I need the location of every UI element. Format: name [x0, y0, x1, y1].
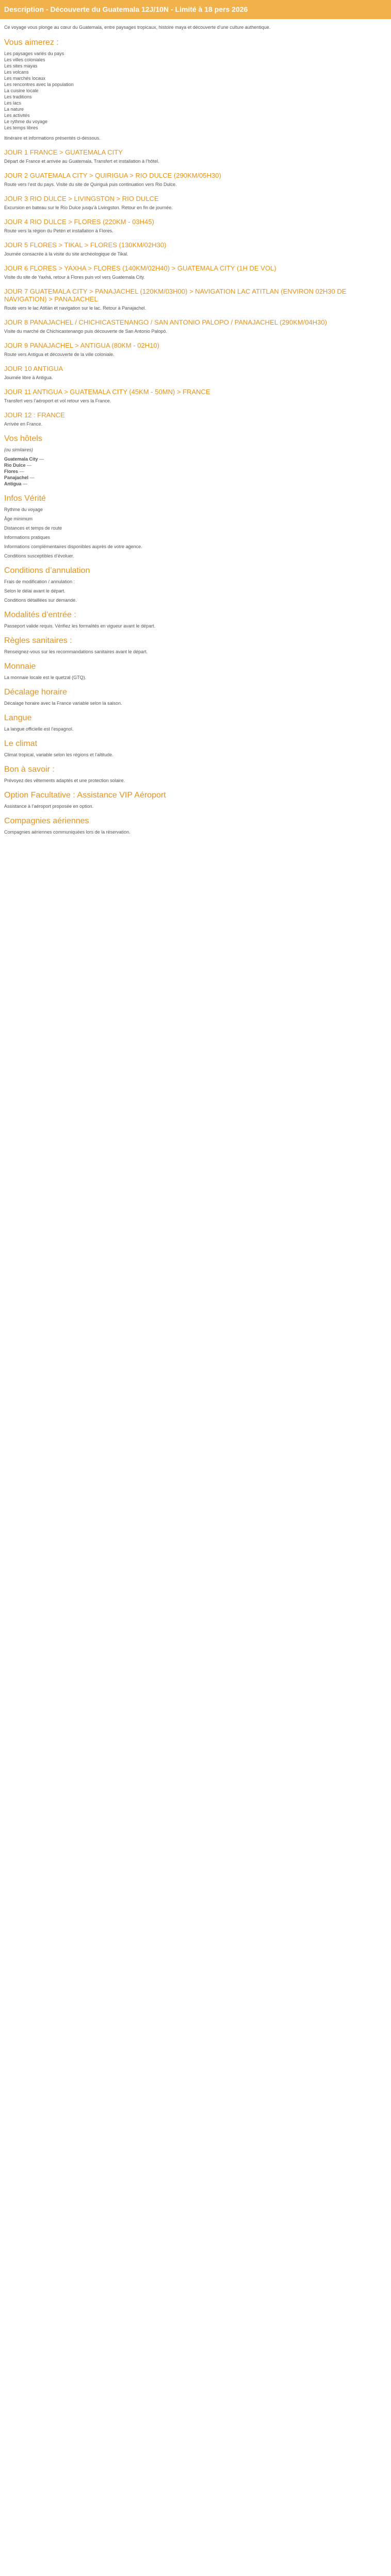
vous-aimerez-item: Les villes coloniales — [4, 57, 45, 62]
intro-text: Ce voyage vous plonge au cœur du Guatemala, entre paysages tropicaux, histoire maya et découverte d’une culture authentique. — [4, 25, 271, 30]
day-text: Route vers le lac Atitlán et navigation sur le lac. Retour à Panajachel. — [4, 306, 146, 311]
hotel-row — [4, 468, 387, 474]
langue-text: La langue officielle est l’espagnol. — [4, 726, 74, 732]
vous-aimerez-item: Les temps libres — [4, 125, 38, 130]
day-title: JOUR 3 RIO DULCE > LIVINGSTON > RIO DULCE — [4, 195, 159, 202]
conditions-line: Conditions détaillées sur demande. — [4, 598, 77, 603]
compagnies-text: Compagnies aériennes communiquées lors de la réservation. — [4, 829, 131, 835]
day-text: Route vers la région du Petén et installation à Flores. — [4, 228, 113, 233]
vous-aimerez-item: La cuisine locale — [4, 88, 39, 93]
modalites-heading: Modalités d’entrée : — [4, 611, 76, 619]
infos-line: Informations pratiques — [4, 535, 51, 540]
monnaie-text: La monnaie locale est le quetzal (GTQ). — [4, 675, 87, 680]
hotel-name: — — [39, 456, 44, 462]
hotel-city: Panajachel — [4, 475, 29, 480]
climat-text: Climat tropical, variable selon les régions et l’altitude. — [4, 752, 113, 757]
decalage-text: Décalage horaire avec la France variable selon la saison. — [4, 701, 122, 706]
vous-aimerez-footer: Itinéraire et informations présentés ci-dessous. — [4, 135, 101, 141]
monnaie-heading: Monnaie — [4, 662, 36, 671]
decalage-heading: Décalage horaire — [4, 688, 67, 697]
day-text: Excursion en bateau sur le Río Dulce jusqu’à Livingston. Retour en fin de journée. — [4, 205, 173, 210]
content — [0, 19, 391, 835]
hotel-city: Guatemala City — [4, 456, 38, 462]
day-text: Route vers Antigua et découverte de la ville coloniale. — [4, 352, 115, 357]
bon-a-savoir-text: Prévoyez des vêtements adaptés et une protection solaire. — [4, 778, 125, 783]
day-title: JOUR 9 PANAJACHEL > ANTIGUA (80KM - 02H10) — [4, 342, 159, 349]
day-text: Arrivée en France. — [4, 421, 43, 427]
hotel-row — [4, 474, 387, 481]
hotel-city: Rio Dulce — [4, 463, 26, 468]
conditions-line: Frais de modification / annulation : — [4, 579, 75, 584]
day-text: Transfert vers l’aéroport et vol retour vers la France. — [4, 398, 111, 403]
vous-aimerez-item: Les lacs — [4, 100, 22, 106]
conditions-line: Selon le délai avant le départ. — [4, 588, 66, 594]
vous-aimerez-item: Les rencontres avec la population — [4, 82, 74, 87]
hotel-row — [4, 462, 387, 468]
vous-aimerez-item: Les volcans — [4, 70, 29, 75]
vous-aimerez-item: La nature — [4, 107, 24, 112]
day-title: JOUR 7 GUATEMALA CITY > PANAJACHEL (120KM/03H00) > NAVIGATION LAC ATITLAN (ENVIRON 02H30 DE NAVIGATION) > PANAJACHEL — [4, 287, 347, 303]
vous-aimerez-list — [4, 50, 387, 131]
day-title: JOUR 5 FLORES > TIKAL > FLORES (130KM/02H30) — [4, 241, 167, 249]
day-text: Journée consacrée à la visite du site archéologique de Tikal. — [4, 251, 128, 257]
modalites-text: Passeport valide requis. Vérifiez les formalités en vigueur avant le départ. — [4, 623, 156, 629]
hotel-name: — — [23, 481, 28, 486]
reglements-heading: Règles sanitaires : — [4, 636, 72, 645]
day-text: Route vers l’est du pays. Visite du site de Quiriguá puis continuation vers Rio Dulce. — [4, 182, 177, 187]
climat-heading: Le climat — [4, 739, 38, 748]
vous-aimerez-item: Les sites mayas — [4, 63, 38, 69]
vous-aimerez-item: Les activités — [4, 113, 30, 118]
hotels-heading: Vos hôtels — [4, 434, 42, 443]
vous-aimerez-item: Les paysages variés du pays — [4, 51, 64, 56]
option-text: Assistance à l’aéroport proposée en option. — [4, 804, 94, 809]
hotel-row — [4, 481, 387, 487]
infos-heading: Infos Vérité — [4, 494, 46, 503]
bon-a-savoir-heading: Bon à savoir : — [4, 765, 55, 774]
option-heading: Option Facultative : Assistance VIP Aéroport — [4, 791, 166, 800]
hotels-subheading: (ou similaires) — [4, 447, 34, 452]
day-title: JOUR 4 RIO DULCE > FLORES (220KM - 03H45) — [4, 218, 154, 226]
day-text: Visite du marché de Chichicastenango puis découverte de San Antonio Palopó. — [4, 329, 168, 334]
page-title: Description - Découverte du Guatemala 12J/10N - Limité à 18 pers 2026 — [0, 0, 391, 19]
day-title: JOUR 12 : FRANCE — [4, 411, 65, 419]
day-text: Départ de France et arrivée au Guatemala. Transfert et installation à l’hôtel. — [4, 159, 159, 164]
infos-note: Conditions susceptibles d’évoluer. — [4, 553, 74, 558]
hotel-name: — — [29, 475, 35, 480]
hotel-city: Flores — [4, 469, 19, 474]
day-title: JOUR 1 FRANCE > GUATEMALA CITY — [4, 148, 123, 156]
day-title: JOUR 11 ANTIGUA > GUATEMALA CITY (45KM - 50MN) > FRANCE — [4, 388, 210, 396]
day-text: Visite du site de Yaxhá, retour à Flores puis vol vers Guatemala City. — [4, 275, 145, 280]
hotel-row — [4, 456, 387, 462]
day-title: JOUR 8 PANAJACHEL / CHICHICASTENANGO / SAN ANTONIO PALOPO / PANAJACHEL (290KM/04H30) — [4, 318, 327, 326]
langue-heading: Langue — [4, 714, 32, 722]
compagnies-heading: Compagnies aériennes — [4, 817, 89, 825]
hotel-city: Antigua — [4, 481, 22, 486]
vous-aimerez-heading: Vous aimerez : — [4, 38, 59, 47]
infos-line: Rythme du voyage — [4, 507, 43, 512]
infos-line: Distances et temps de route — [4, 526, 62, 531]
day-title: JOUR 6 FLORES > YAXHA > FLORES (140KM/02H40) > GUATEMALA CITY (1H DE VOL) — [4, 264, 276, 272]
hotel-name: — — [19, 469, 24, 474]
day-title: JOUR 10 ANTIGUA — [4, 365, 63, 372]
infos-note: Informations complémentaires disponibles auprès de votre agence. — [4, 544, 142, 549]
conditions-heading: Conditions d’annulation — [4, 566, 90, 575]
infos-line: Âge minimum — [4, 516, 33, 521]
reglements-text: Renseignez-vous sur les recommandations sanitaires avant le départ. — [4, 649, 148, 654]
day-title: JOUR 2 GUATEMALA CITY > QUIRIGUA > RIO DULCE (290KM/05H30) — [4, 172, 221, 179]
day-text: Journée libre à Antigua. — [4, 375, 53, 380]
vous-aimerez-item: Le rythme du voyage — [4, 119, 48, 124]
vous-aimerez-item: Les marchés locaux — [4, 76, 46, 81]
hotel-name: — — [27, 463, 32, 468]
vous-aimerez-item: Les traditions — [4, 94, 32, 99]
